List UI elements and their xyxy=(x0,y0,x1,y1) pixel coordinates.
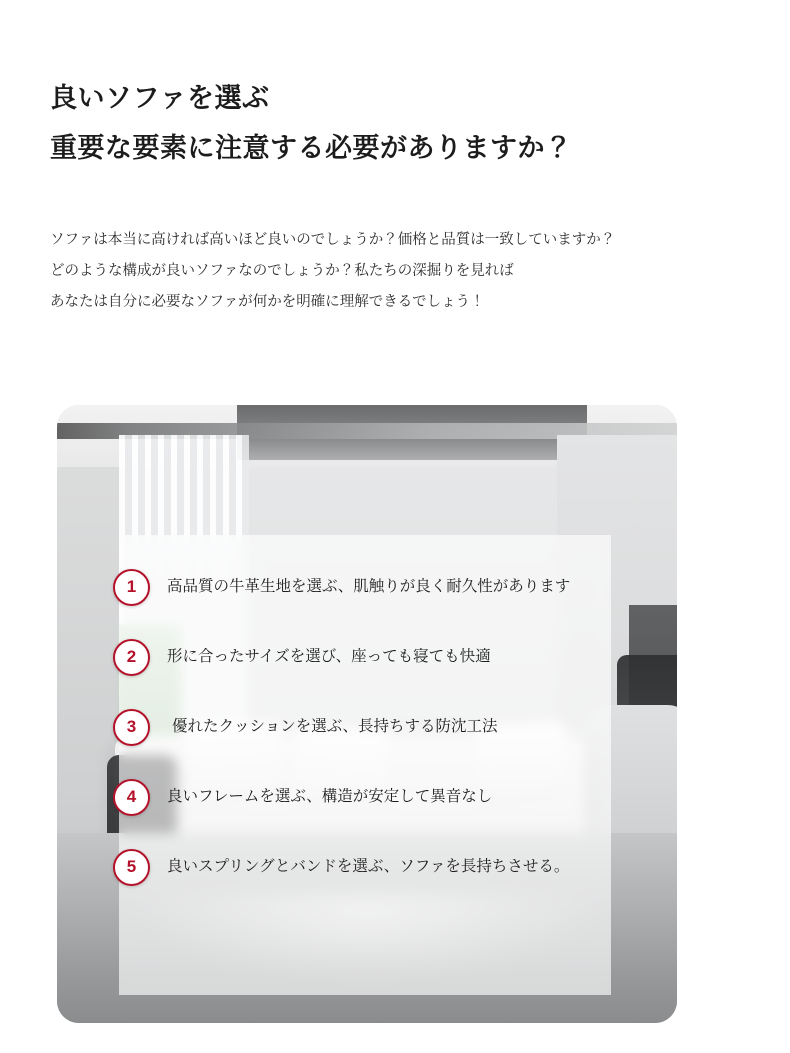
list-item-number-badge: 5 xyxy=(113,849,150,886)
list-item-number-badge: 4 xyxy=(113,779,150,816)
headline-line-2: 重要な要素に注意する必要がありますか？ xyxy=(50,132,573,163)
list-item-label: 良いフレームを選ぶ、構造が安定して異音なし xyxy=(167,788,493,806)
list-item-label: 良いスプリングとバンドを選ぶ、ソファを長持ちさせる。 xyxy=(167,858,570,876)
headline-line-1: 良いソファを選ぶ xyxy=(50,83,270,113)
lead-paragraph xyxy=(50,225,750,319)
list-item-label: 高品質の牛革生地を選ぶ、肌触りが良く耐久性があります xyxy=(167,578,571,596)
lead-line-2: どのような構成が良いソファなのでしょうか？私たちの深掘りを見れば xyxy=(50,263,514,280)
page-title xyxy=(50,78,750,170)
list-item-number-badge: 2 xyxy=(113,639,150,676)
lead-line-3: あなたは自分に必要なソファが何かを明確に理解できるでしょう！ xyxy=(50,294,485,311)
list-item-label: 優れたクッションを選ぶ、長持ちする防沈工法 xyxy=(172,718,498,736)
list-item xyxy=(113,622,673,692)
list-item-label: 形に合ったサイズを選び、座っても寝ても快適 xyxy=(167,648,491,666)
list-item xyxy=(113,692,673,762)
lead-line-1: ソファは本当に高ければ高いほど良いのでしょうか？価格と品質は一致していますか？ xyxy=(50,232,616,248)
feature-list xyxy=(113,552,673,902)
list-item xyxy=(113,832,673,902)
list-item-number-badge: 3 xyxy=(113,709,150,746)
list-item xyxy=(113,762,673,832)
list-item-number-badge: 1 xyxy=(113,569,150,606)
list-item xyxy=(113,552,673,622)
